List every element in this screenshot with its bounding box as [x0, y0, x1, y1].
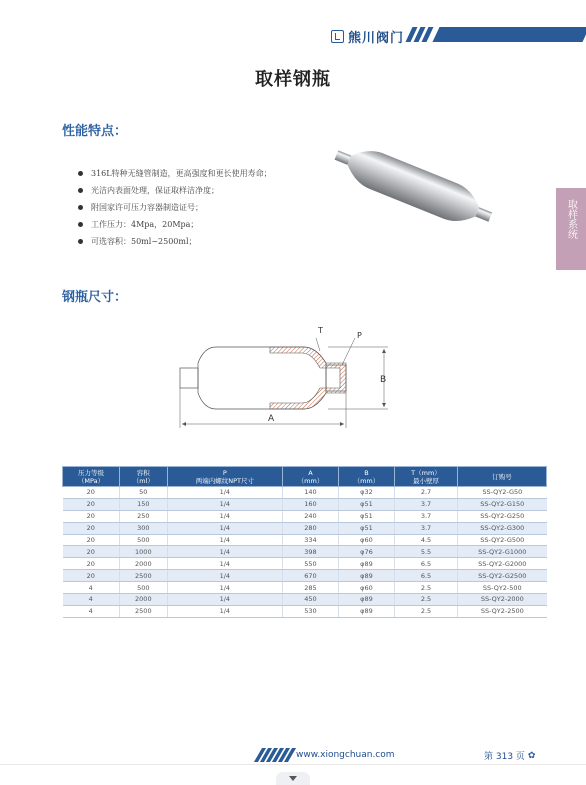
- cell-length: 398: [283, 546, 339, 558]
- cell-wall: 6.5: [394, 558, 457, 570]
- cell-diameter: φ89: [338, 594, 394, 606]
- cell-wall: 3.7: [394, 498, 457, 510]
- cylinder-dimension-diagram: [170, 320, 410, 430]
- table-row: [63, 546, 547, 558]
- cell-wall: 2.5: [394, 605, 457, 617]
- cell-volume: 300: [119, 522, 167, 534]
- cell-order-no: SS-QY2-2500: [458, 605, 547, 617]
- cell-diameter: φ60: [338, 582, 394, 594]
- cell-wall: 2.5: [394, 594, 457, 606]
- cell-pressure: 20: [63, 570, 120, 582]
- table-row: [63, 522, 547, 534]
- cell-pressure: 20: [63, 534, 120, 546]
- scroll-down-button[interactable]: [276, 772, 310, 785]
- cell-volume: 500: [119, 582, 167, 594]
- header-diameter: B （mm）: [338, 467, 394, 487]
- cell-order-no: SS-QY2-G150: [458, 498, 547, 510]
- cell-thread: 1/4: [167, 534, 282, 546]
- dimension-label-b: B: [380, 375, 387, 385]
- cell-volume: 500: [119, 534, 167, 546]
- page-title: 取样钢瓶: [255, 69, 331, 90]
- cell-length: 670: [283, 570, 339, 582]
- bullet-icon: [78, 188, 83, 193]
- feature-item: 附国家许可压力容器制造证号；: [78, 199, 272, 216]
- cell-length: 450: [283, 594, 339, 606]
- feature-item: 316L特种无缝管制造，更高强度和更长使用寿命；: [78, 165, 272, 182]
- cell-diameter: φ60: [338, 534, 394, 546]
- cell-volume: 2500: [119, 605, 167, 617]
- cell-diameter: φ51: [338, 510, 394, 522]
- cell-length: 550: [283, 558, 339, 570]
- cell-wall: 2.7: [394, 487, 457, 499]
- cell-pressure: 20: [63, 510, 120, 522]
- table-row: [63, 487, 547, 499]
- cell-volume: 2000: [119, 558, 167, 570]
- header-thread: P 两端内螺纹NPT尺寸: [167, 467, 282, 487]
- bullet-icon: [78, 205, 83, 210]
- cell-diameter: φ76: [338, 546, 394, 558]
- table-row: [63, 510, 547, 522]
- cell-diameter: φ89: [338, 558, 394, 570]
- cell-diameter: φ89: [338, 605, 394, 617]
- cell-order-no: SS-QY2-G1000: [458, 546, 547, 558]
- flower-icon: ✿: [527, 750, 536, 761]
- dimension-label-a: A: [268, 414, 275, 424]
- cell-volume: 50: [119, 487, 167, 499]
- cell-length: 140: [283, 487, 339, 499]
- bullet-icon: [78, 239, 83, 244]
- cell-diameter: φ51: [338, 522, 394, 534]
- cell-thread: 1/4: [167, 522, 282, 534]
- header-stripes: [409, 27, 430, 42]
- dimension-label-p: P: [357, 331, 362, 340]
- cell-length: 240: [283, 510, 339, 522]
- brand-name: 熊川阀门: [348, 31, 405, 46]
- sample-cylinder-image: [328, 145, 498, 230]
- header-pressure: 压力等级 （MPa）: [63, 467, 120, 487]
- cell-order-no: SS-QY2-G2500: [458, 570, 547, 582]
- footer-page-number: 第 313 页 ✿: [484, 750, 536, 762]
- cell-thread: 1/4: [167, 487, 282, 499]
- feature-item: 可选容积：50ml~2500ml；: [78, 233, 272, 250]
- cell-order-no: SS-QY2-2000: [458, 594, 547, 606]
- features-list: [78, 165, 272, 250]
- cell-thread: 1/4: [167, 605, 282, 617]
- feature-item: 工作压力：4Mpa，20Mpa；: [78, 216, 272, 233]
- table-row: [63, 582, 547, 594]
- cell-pressure: 20: [63, 522, 120, 534]
- cell-pressure: 4: [63, 594, 120, 606]
- table-header-row: [63, 467, 547, 487]
- cell-pressure: 20: [63, 487, 120, 499]
- cell-pressure: 4: [63, 605, 120, 617]
- cell-pressure: 20: [63, 498, 120, 510]
- cell-thread: 1/4: [167, 510, 282, 522]
- cell-length: 280: [283, 522, 339, 534]
- header-wall: T（mm） 最小壁厚: [394, 467, 457, 487]
- cell-thread: 1/4: [167, 498, 282, 510]
- cell-order-no: SS-QY2-G2000: [458, 558, 547, 570]
- cell-thread: 1/4: [167, 570, 282, 582]
- footer-website[interactable]: www.xiongchuan.com: [296, 750, 395, 760]
- cell-order-no: SS-QY2-G300: [458, 522, 547, 534]
- cell-wall: 3.7: [394, 522, 457, 534]
- cell-order-no: SS-QY2-G500: [458, 534, 547, 546]
- cell-order-no: SS-QY2-G50: [458, 487, 547, 499]
- cell-volume: 150: [119, 498, 167, 510]
- cell-order-no: SS-QY2-500: [458, 582, 547, 594]
- side-tab-category[interactable]: 取样系统: [556, 188, 586, 270]
- table-row: [63, 498, 547, 510]
- cell-pressure: 20: [63, 546, 120, 558]
- header-order-no: 订购号: [458, 467, 547, 487]
- cell-wall: 2.5: [394, 582, 457, 594]
- table-row: [63, 570, 547, 582]
- cell-wall: 6.5: [394, 570, 457, 582]
- cell-volume: 2500: [119, 570, 167, 582]
- table-row: [63, 594, 547, 606]
- cell-wall: 3.7: [394, 510, 457, 522]
- cell-pressure: 4: [63, 582, 120, 594]
- logo-icon: [331, 30, 344, 43]
- bullet-icon: [78, 222, 83, 227]
- header-volume: 容积 （ml）: [119, 467, 167, 487]
- cell-volume: 250: [119, 510, 167, 522]
- cell-wall: 4.5: [394, 534, 457, 546]
- dimension-label-t: T: [318, 326, 323, 335]
- table-row: [63, 534, 547, 546]
- footer-stripes: [258, 748, 292, 762]
- cell-length: 160: [283, 498, 339, 510]
- cell-diameter: φ32: [338, 487, 394, 499]
- header-bar: [433, 27, 586, 42]
- cell-volume: 1000: [119, 546, 167, 558]
- cell-volume: 2000: [119, 594, 167, 606]
- header-length: A （mm）: [283, 467, 339, 487]
- cell-diameter: φ51: [338, 498, 394, 510]
- cell-thread: 1/4: [167, 558, 282, 570]
- spec-table: [62, 466, 547, 618]
- cell-length: 530: [283, 605, 339, 617]
- cell-diameter: φ89: [338, 570, 394, 582]
- bullet-icon: [78, 171, 83, 176]
- table-row: [63, 605, 547, 617]
- cell-order-no: SS-QY2-G250: [458, 510, 547, 522]
- cell-length: 285: [283, 582, 339, 594]
- cell-thread: 1/4: [167, 546, 282, 558]
- table-row: [63, 558, 547, 570]
- cell-pressure: 20: [63, 558, 120, 570]
- dimensions-heading: 钢瓶尺寸：: [62, 290, 128, 305]
- features-heading: 性能特点：: [62, 124, 128, 139]
- cell-wall: 5.5: [394, 546, 457, 558]
- cell-length: 334: [283, 534, 339, 546]
- brand-logo: [331, 27, 404, 46]
- feature-item: 光洁内表面处理，保证取样洁净度；: [78, 182, 272, 199]
- cell-thread: 1/4: [167, 582, 282, 594]
- cell-thread: 1/4: [167, 594, 282, 606]
- footer-divider: [0, 764, 586, 765]
